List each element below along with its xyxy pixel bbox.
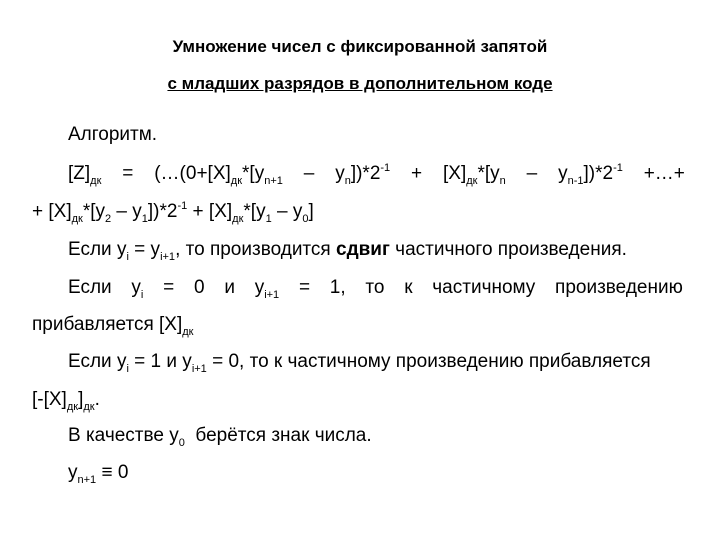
formula-minus-1: –	[303, 163, 315, 184]
formula-eq: =	[122, 163, 134, 184]
formula-ellipsis: +…+	[643, 163, 685, 184]
formula-term-4: $y_{n-1}])*2^{-1}$	[558, 162, 623, 187]
formula-term-1: ($\dots(0+[X]_{дк}*[y_{n+1}$	[154, 163, 283, 187]
rule-add-x-cont: прибавляется $[X]_{дк}$	[32, 314, 194, 338]
rule-sub-x-cont: $[-[X]_{дк}]_{дк}$.	[32, 389, 100, 413]
formula-plus-1: +	[411, 163, 423, 184]
rule-shift: Если $y_i = y_{i+1}$, то производится сдвиг частичного произведения.	[68, 239, 627, 263]
title-line-2-text: с младших разрядов в дополнительном коде	[167, 74, 553, 93]
title-line-2	[0, 73, 720, 95]
rule-add-x: Если $y_i$ = 0 и $y_{i+1}$ = 1, то к частичному произведению	[68, 277, 683, 301]
algorithm-label: Алгоритм.	[68, 124, 158, 145]
formula-line-2: + $[X]_{дк}*[y_2 - y_1])*2^{-1} + [X]_{дк}*[y_1 - y_0]$	[32, 200, 314, 225]
formula-term-2: $y_n])*2^{-1}$	[335, 162, 391, 187]
title-line-1: Умножение чисел с фиксированной запятой	[172, 37, 548, 56]
formula-line-1	[68, 163, 685, 185]
rule-y0: В качестве $y_0$ берётся знак числа.	[68, 425, 372, 449]
rule-yn1: $y_{n+1} \equiv 0$	[68, 462, 129, 486]
rule-shift-bold: сдвиг	[336, 239, 390, 260]
formula-minus-2: –	[526, 163, 538, 184]
formula-term-3: $[X]_{дк}*[y_n$	[443, 163, 506, 187]
formula-z: $[Z]_{дк}$	[68, 163, 102, 187]
rule-sub-x: Если $y_i = 1$ и $y_{i+1} = 0$, то к частичному произведению прибавляется	[68, 351, 651, 375]
